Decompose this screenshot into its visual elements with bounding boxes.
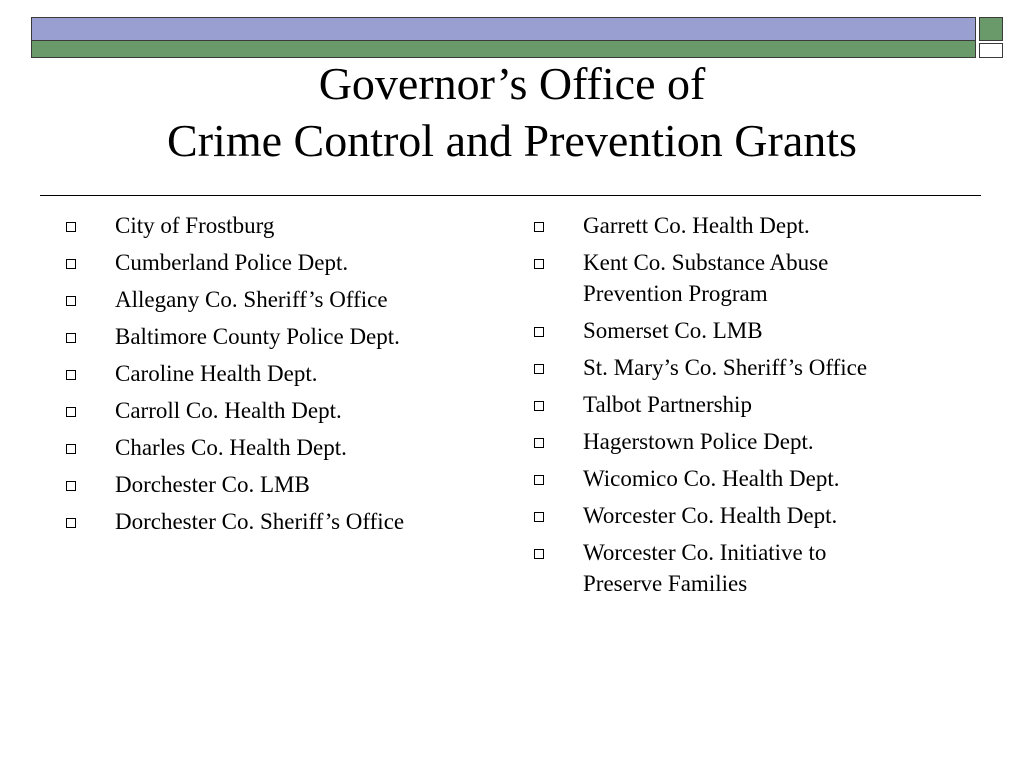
- list-item-text: Cumberland Police Dept.: [115, 250, 349, 275]
- list-item-text: Baltimore County Police Dept.: [115, 324, 400, 349]
- list-item: [534, 389, 894, 420]
- list-item: [66, 247, 496, 278]
- square-bullet-icon: [534, 512, 544, 522]
- list-item: [534, 500, 894, 531]
- list-item: [534, 537, 894, 599]
- square-bullet-icon: [534, 222, 544, 232]
- corner-square-top: [979, 17, 1003, 41]
- square-bullet-icon: [534, 549, 544, 559]
- square-bullet-icon: [534, 364, 544, 374]
- square-bullet-icon: [66, 444, 76, 454]
- square-bullet-icon: [534, 401, 544, 411]
- list-item-text: City of Frostburg: [115, 213, 275, 238]
- square-bullet-icon: [66, 370, 76, 380]
- slide-title: [0, 55, 1024, 169]
- list-item-text: St. Mary’s Co. Sheriff’s Office: [583, 355, 868, 380]
- list-item: [66, 395, 496, 426]
- list-item: [534, 463, 894, 494]
- list-item-text: Wicomico Co. Health Dept.: [583, 466, 840, 491]
- list-item: [534, 352, 894, 383]
- square-bullet-icon: [66, 333, 76, 343]
- list-item-text: Charles Co. Health Dept.: [115, 435, 347, 460]
- header-bar-top: [31, 17, 976, 41]
- title-line-2: Crime Control and Prevention Grants: [167, 115, 857, 166]
- square-bullet-icon: [534, 327, 544, 337]
- list-item-text: Dorchester Co. LMB: [115, 472, 310, 497]
- list-item: [66, 358, 496, 389]
- title-line-1: Governor’s Office of: [318, 58, 706, 109]
- square-bullet-icon: [66, 296, 76, 306]
- list-item: [534, 210, 894, 241]
- list-item-text: Somerset Co. LMB: [583, 318, 763, 343]
- list-item-text: Carroll Co. Health Dept.: [115, 398, 342, 423]
- list-item-text: Hagerstown Police Dept.: [583, 429, 814, 454]
- list-item-text: Allegany Co. Sheriff’s Office: [115, 287, 388, 312]
- list-item: [66, 469, 496, 500]
- square-bullet-icon: [66, 481, 76, 491]
- square-bullet-icon: [534, 438, 544, 448]
- list-item-text: Caroline Health Dept.: [115, 361, 318, 386]
- square-bullet-icon: [66, 407, 76, 417]
- right-grant-list: [534, 210, 894, 605]
- square-bullet-icon: [66, 222, 76, 232]
- list-item-text: Dorchester Co. Sheriff’s Office: [115, 509, 405, 534]
- list-item-text: Worcester Co. Initiative to Preserve Families: [583, 540, 827, 596]
- square-bullet-icon: [66, 259, 76, 269]
- list-item-text: Kent Co. Substance Abuse Prevention Program: [583, 250, 829, 306]
- list-item: [534, 426, 894, 457]
- list-item: [534, 247, 894, 309]
- list-item-text: Talbot Partnership: [583, 392, 752, 417]
- list-item-text: Worcester Co. Health Dept.: [583, 503, 838, 528]
- list-item: [66, 210, 496, 241]
- left-grant-list: [66, 210, 496, 543]
- square-bullet-icon: [534, 259, 544, 269]
- square-bullet-icon: [66, 518, 76, 528]
- list-item-text: Garrett Co. Health Dept.: [583, 213, 810, 238]
- list-item: [66, 284, 496, 315]
- list-item: [66, 321, 496, 352]
- list-item: [66, 432, 496, 463]
- square-bullet-icon: [534, 475, 544, 485]
- title-divider: [40, 195, 981, 196]
- list-item: [66, 506, 496, 537]
- list-item: [534, 315, 894, 346]
